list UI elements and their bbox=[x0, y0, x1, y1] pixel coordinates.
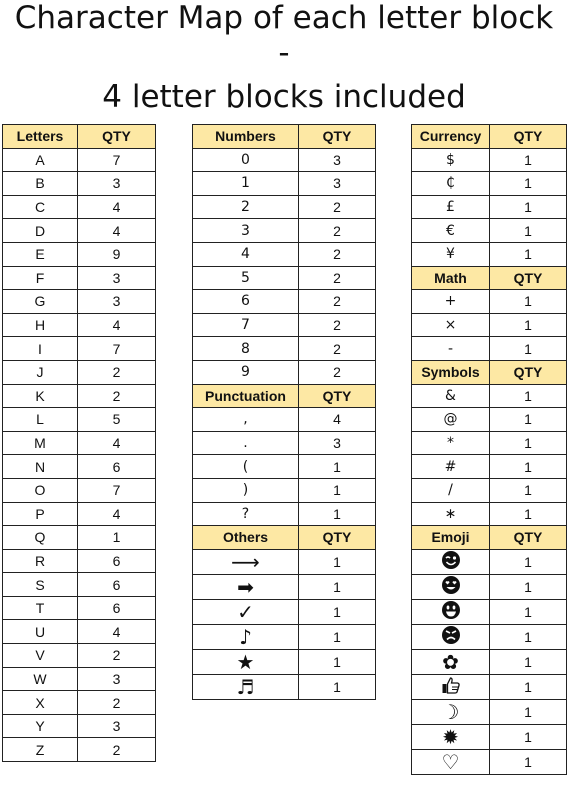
qty-cell: 1 bbox=[490, 674, 567, 699]
character-cell: # bbox=[412, 455, 490, 479]
numbers-column-header: Numbers bbox=[193, 125, 299, 149]
page-title-line-3: 4 letter blocks included bbox=[102, 79, 466, 115]
qty-cell: 1 bbox=[490, 384, 567, 408]
qty-column-header: QTY bbox=[490, 266, 567, 290]
table-row bbox=[3, 195, 156, 219]
table-row bbox=[193, 478, 376, 502]
letter-cell: P bbox=[3, 502, 78, 526]
table-row bbox=[412, 219, 567, 243]
table-row bbox=[3, 384, 156, 408]
table-row bbox=[412, 624, 567, 649]
qty-column-header: QTY bbox=[299, 526, 376, 550]
right-section-header-row bbox=[412, 266, 567, 290]
letters-table bbox=[2, 124, 156, 762]
table-row bbox=[412, 724, 567, 749]
table-row bbox=[412, 574, 567, 599]
qty-cell: 4 bbox=[78, 195, 156, 219]
table-row bbox=[412, 172, 567, 196]
table-row bbox=[193, 172, 376, 196]
table-row bbox=[412, 502, 567, 526]
qty-column-header: QTY bbox=[490, 360, 567, 384]
qty-cell: 3 bbox=[78, 667, 156, 691]
qty-column-header: QTY bbox=[78, 125, 156, 149]
qty-cell: 1 bbox=[78, 526, 156, 550]
table-row bbox=[3, 431, 156, 455]
letter-cell: D bbox=[3, 219, 78, 243]
table-row bbox=[3, 691, 156, 715]
qty-cell: 1 bbox=[490, 749, 567, 774]
letter-cell: I bbox=[3, 337, 78, 361]
letter-cell: K bbox=[3, 384, 78, 408]
qty-cell: 1 bbox=[299, 574, 376, 599]
character-cell: ∗ bbox=[412, 502, 490, 526]
qty-cell: 3 bbox=[78, 266, 156, 290]
letter-cell: Q bbox=[3, 526, 78, 550]
table-row bbox=[193, 455, 376, 479]
table-row bbox=[3, 290, 156, 314]
qty-cell: 1 bbox=[490, 699, 567, 724]
grinning-face-icon bbox=[412, 599, 490, 624]
beamed-notes-icon: ♬ bbox=[193, 674, 299, 699]
qty-cell: 1 bbox=[490, 724, 567, 749]
table-row bbox=[193, 313, 376, 337]
letter-cell: E bbox=[3, 242, 78, 266]
character-cell: & bbox=[412, 384, 490, 408]
table-row bbox=[3, 620, 156, 644]
winking-face-icon bbox=[412, 549, 490, 574]
qty-cell: 6 bbox=[78, 573, 156, 597]
table-row bbox=[193, 266, 376, 290]
eighth-note-icon: ♪ bbox=[193, 624, 299, 649]
qty-cell: 1 bbox=[490, 219, 567, 243]
table-row bbox=[3, 549, 156, 573]
qty-cell: 7 bbox=[78, 148, 156, 172]
qty-cell: 2 bbox=[299, 313, 376, 337]
character-cell: / bbox=[412, 478, 490, 502]
qty-cell: 1 bbox=[299, 478, 376, 502]
qty-column-header: QTY bbox=[299, 125, 376, 149]
table-row bbox=[412, 649, 567, 674]
table-row bbox=[3, 242, 156, 266]
qty-cell: 6 bbox=[78, 549, 156, 573]
qty-cell: 4 bbox=[78, 620, 156, 644]
right-arrow-icon: ⟶ bbox=[193, 549, 299, 574]
qty-cell: 9 bbox=[78, 242, 156, 266]
letter-cell: M bbox=[3, 431, 78, 455]
character-cell: × bbox=[412, 313, 490, 337]
qty-cell: 1 bbox=[490, 172, 567, 196]
qty-cell: 1 bbox=[490, 502, 567, 526]
numbers-punctuation-others-table bbox=[192, 124, 376, 700]
heart-outline-icon: ♡ bbox=[412, 749, 490, 774]
qty-cell: 1 bbox=[299, 455, 376, 479]
qty-cell: 2 bbox=[299, 242, 376, 266]
middle-section-header-row bbox=[193, 526, 376, 550]
letter-cell: G bbox=[3, 290, 78, 314]
qty-cell: 2 bbox=[299, 360, 376, 384]
page-title-separator: - bbox=[278, 35, 290, 71]
table-row bbox=[3, 337, 156, 361]
qty-cell: 1 bbox=[490, 599, 567, 624]
character-cell: 7 bbox=[193, 313, 299, 337]
character-cell: 0 bbox=[193, 148, 299, 172]
checkmark-icon: ✓ bbox=[193, 599, 299, 624]
character-cell: 8 bbox=[193, 337, 299, 361]
table-row bbox=[412, 408, 567, 432]
character-cell: * bbox=[412, 431, 490, 455]
right-section-header-row bbox=[412, 360, 567, 384]
table-row bbox=[3, 573, 156, 597]
thumbs-up-icon bbox=[412, 674, 490, 699]
table-row bbox=[193, 148, 376, 172]
character-cell: ( bbox=[193, 455, 299, 479]
letters-column-header: Letters bbox=[3, 125, 78, 149]
letter-cell: N bbox=[3, 455, 78, 479]
qty-cell: 1 bbox=[490, 408, 567, 432]
table-row bbox=[3, 738, 156, 762]
letters-header-row bbox=[3, 125, 156, 149]
currency-column-header: Currency bbox=[412, 125, 490, 149]
character-cell: ¥ bbox=[412, 242, 490, 266]
heart-eyes-face-icon bbox=[412, 574, 490, 599]
qty-cell: 4 bbox=[78, 219, 156, 243]
math-column-header: Math bbox=[412, 266, 490, 290]
qty-cell: 4 bbox=[78, 502, 156, 526]
table-row bbox=[412, 455, 567, 479]
character-cell: . bbox=[193, 431, 299, 455]
table-row bbox=[3, 172, 156, 196]
table-row bbox=[193, 624, 376, 649]
letter-cell: A bbox=[3, 148, 78, 172]
table-row bbox=[3, 408, 156, 432]
table-row bbox=[193, 599, 376, 624]
qty-cell: 1 bbox=[299, 649, 376, 674]
qty-cell: 1 bbox=[490, 290, 567, 314]
qty-cell: 2 bbox=[299, 290, 376, 314]
qty-column-header: QTY bbox=[490, 526, 567, 550]
star-icon: ★ bbox=[193, 649, 299, 674]
character-cell: ) bbox=[193, 478, 299, 502]
character-cell: @ bbox=[412, 408, 490, 432]
emoji-column-header: Emoji bbox=[412, 526, 490, 550]
qty-cell: 1 bbox=[490, 624, 567, 649]
table-row bbox=[3, 478, 156, 502]
table-row bbox=[3, 360, 156, 384]
letter-cell: Y bbox=[3, 714, 78, 738]
qty-cell: 1 bbox=[490, 242, 567, 266]
qty-cell: 2 bbox=[299, 337, 376, 361]
table-row bbox=[193, 337, 376, 361]
letter-cell: X bbox=[3, 691, 78, 715]
character-cell: £ bbox=[412, 195, 490, 219]
letter-cell: U bbox=[3, 620, 78, 644]
qty-cell: 3 bbox=[78, 172, 156, 196]
table-row bbox=[193, 360, 376, 384]
table-row bbox=[193, 674, 376, 699]
qty-cell: 3 bbox=[78, 714, 156, 738]
crescent-moon-icon: ☽ bbox=[412, 699, 490, 724]
qty-cell: 1 bbox=[490, 195, 567, 219]
letter-cell: O bbox=[3, 478, 78, 502]
qty-cell: 2 bbox=[78, 691, 156, 715]
character-cell: $ bbox=[412, 148, 490, 172]
flower-icon: ✿ bbox=[412, 649, 490, 674]
table-row bbox=[3, 266, 156, 290]
table-row bbox=[3, 667, 156, 691]
table-row bbox=[3, 526, 156, 550]
table-row bbox=[412, 290, 567, 314]
punctuation-column-header: Punctuation bbox=[193, 384, 299, 408]
currency-math-symbols-emoji-table bbox=[411, 124, 567, 775]
qty-cell: 4 bbox=[78, 313, 156, 337]
right-section-header-row bbox=[412, 125, 567, 149]
qty-cell: 1 bbox=[490, 549, 567, 574]
table-row bbox=[3, 714, 156, 738]
qty-cell: 2 bbox=[299, 195, 376, 219]
qty-cell: 4 bbox=[299, 408, 376, 432]
qty-cell: 3 bbox=[78, 290, 156, 314]
table-row bbox=[193, 549, 376, 574]
table-row bbox=[412, 337, 567, 361]
qty-cell: 6 bbox=[78, 455, 156, 479]
qty-cell: 1 bbox=[490, 313, 567, 337]
table-row bbox=[193, 431, 376, 455]
qty-cell: 1 bbox=[490, 649, 567, 674]
letter-cell: R bbox=[3, 549, 78, 573]
qty-cell: 7 bbox=[78, 478, 156, 502]
middle-section-header-row bbox=[193, 384, 376, 408]
table-row bbox=[3, 455, 156, 479]
letter-cell: B bbox=[3, 172, 78, 196]
letter-cell: F bbox=[3, 266, 78, 290]
bold-right-arrow-icon: ➡ bbox=[193, 574, 299, 599]
table-row bbox=[3, 596, 156, 620]
letter-cell: W bbox=[3, 667, 78, 691]
character-cell: , bbox=[193, 408, 299, 432]
character-cell: 3 bbox=[193, 219, 299, 243]
table-row bbox=[193, 408, 376, 432]
character-cell: 2 bbox=[193, 195, 299, 219]
letter-cell: J bbox=[3, 360, 78, 384]
table-row bbox=[3, 148, 156, 172]
table-row bbox=[412, 674, 567, 699]
table-row bbox=[412, 384, 567, 408]
letter-cell: L bbox=[3, 408, 78, 432]
character-cell: ? bbox=[193, 502, 299, 526]
middle-section-header-row bbox=[193, 125, 376, 149]
table-row bbox=[412, 549, 567, 574]
letter-cell: C bbox=[3, 195, 78, 219]
qty-cell: 1 bbox=[490, 574, 567, 599]
qty-cell: 6 bbox=[78, 596, 156, 620]
table-row bbox=[193, 649, 376, 674]
table-row bbox=[412, 148, 567, 172]
table-row bbox=[193, 574, 376, 599]
letter-cell: T bbox=[3, 596, 78, 620]
qty-cell: 1 bbox=[299, 624, 376, 649]
qty-cell: 2 bbox=[78, 360, 156, 384]
qty-cell: 1 bbox=[490, 478, 567, 502]
symbols-column-header: Symbols bbox=[412, 360, 490, 384]
character-cell: 1 bbox=[193, 172, 299, 196]
table-row bbox=[412, 599, 567, 624]
qty-column-header: QTY bbox=[299, 384, 376, 408]
table-row bbox=[412, 749, 567, 774]
table-row bbox=[193, 219, 376, 243]
qty-cell: 2 bbox=[78, 738, 156, 762]
qty-cell: 1 bbox=[299, 549, 376, 574]
sun-icon: ✹ bbox=[412, 724, 490, 749]
others-column-header: Others bbox=[193, 526, 299, 550]
qty-cell: 1 bbox=[299, 502, 376, 526]
page-title-line-1: Character Map of each letter block bbox=[14, 0, 554, 36]
table-row bbox=[412, 195, 567, 219]
qty-cell: 2 bbox=[78, 384, 156, 408]
letter-cell: V bbox=[3, 644, 78, 668]
table-row bbox=[412, 313, 567, 337]
table-row bbox=[412, 478, 567, 502]
angry-face-icon bbox=[412, 624, 490, 649]
table-row bbox=[193, 242, 376, 266]
qty-cell: 2 bbox=[299, 219, 376, 243]
qty-cell: 7 bbox=[78, 337, 156, 361]
right-section-header-row bbox=[412, 526, 567, 550]
qty-cell: 4 bbox=[78, 431, 156, 455]
character-cell: 4 bbox=[193, 242, 299, 266]
table-row bbox=[412, 242, 567, 266]
character-cell: ₵ bbox=[412, 172, 490, 196]
table-row bbox=[193, 502, 376, 526]
character-cell: 6 bbox=[193, 290, 299, 314]
qty-cell: 1 bbox=[490, 148, 567, 172]
table-row bbox=[193, 290, 376, 314]
qty-cell: 3 bbox=[299, 148, 376, 172]
table-row bbox=[3, 313, 156, 337]
letter-cell: H bbox=[3, 313, 78, 337]
qty-cell: 1 bbox=[299, 599, 376, 624]
qty-cell: 5 bbox=[78, 408, 156, 432]
character-cell: € bbox=[412, 219, 490, 243]
qty-cell: 1 bbox=[490, 455, 567, 479]
qty-cell: 2 bbox=[78, 644, 156, 668]
qty-cell: 3 bbox=[299, 172, 376, 196]
table-row bbox=[412, 699, 567, 724]
character-cell: + bbox=[412, 290, 490, 314]
table-row bbox=[412, 431, 567, 455]
table-row bbox=[3, 644, 156, 668]
qty-cell: 1 bbox=[490, 337, 567, 361]
table-row bbox=[3, 219, 156, 243]
table-row bbox=[3, 502, 156, 526]
letter-cell: S bbox=[3, 573, 78, 597]
character-cell: 5 bbox=[193, 266, 299, 290]
qty-cell: 1 bbox=[299, 674, 376, 699]
letter-cell: Z bbox=[3, 738, 78, 762]
qty-cell: 2 bbox=[299, 266, 376, 290]
character-cell: - bbox=[412, 337, 490, 361]
qty-column-header: QTY bbox=[490, 125, 567, 149]
table-row bbox=[193, 195, 376, 219]
character-cell: 9 bbox=[193, 360, 299, 384]
qty-cell: 1 bbox=[490, 431, 567, 455]
qty-cell: 3 bbox=[299, 431, 376, 455]
